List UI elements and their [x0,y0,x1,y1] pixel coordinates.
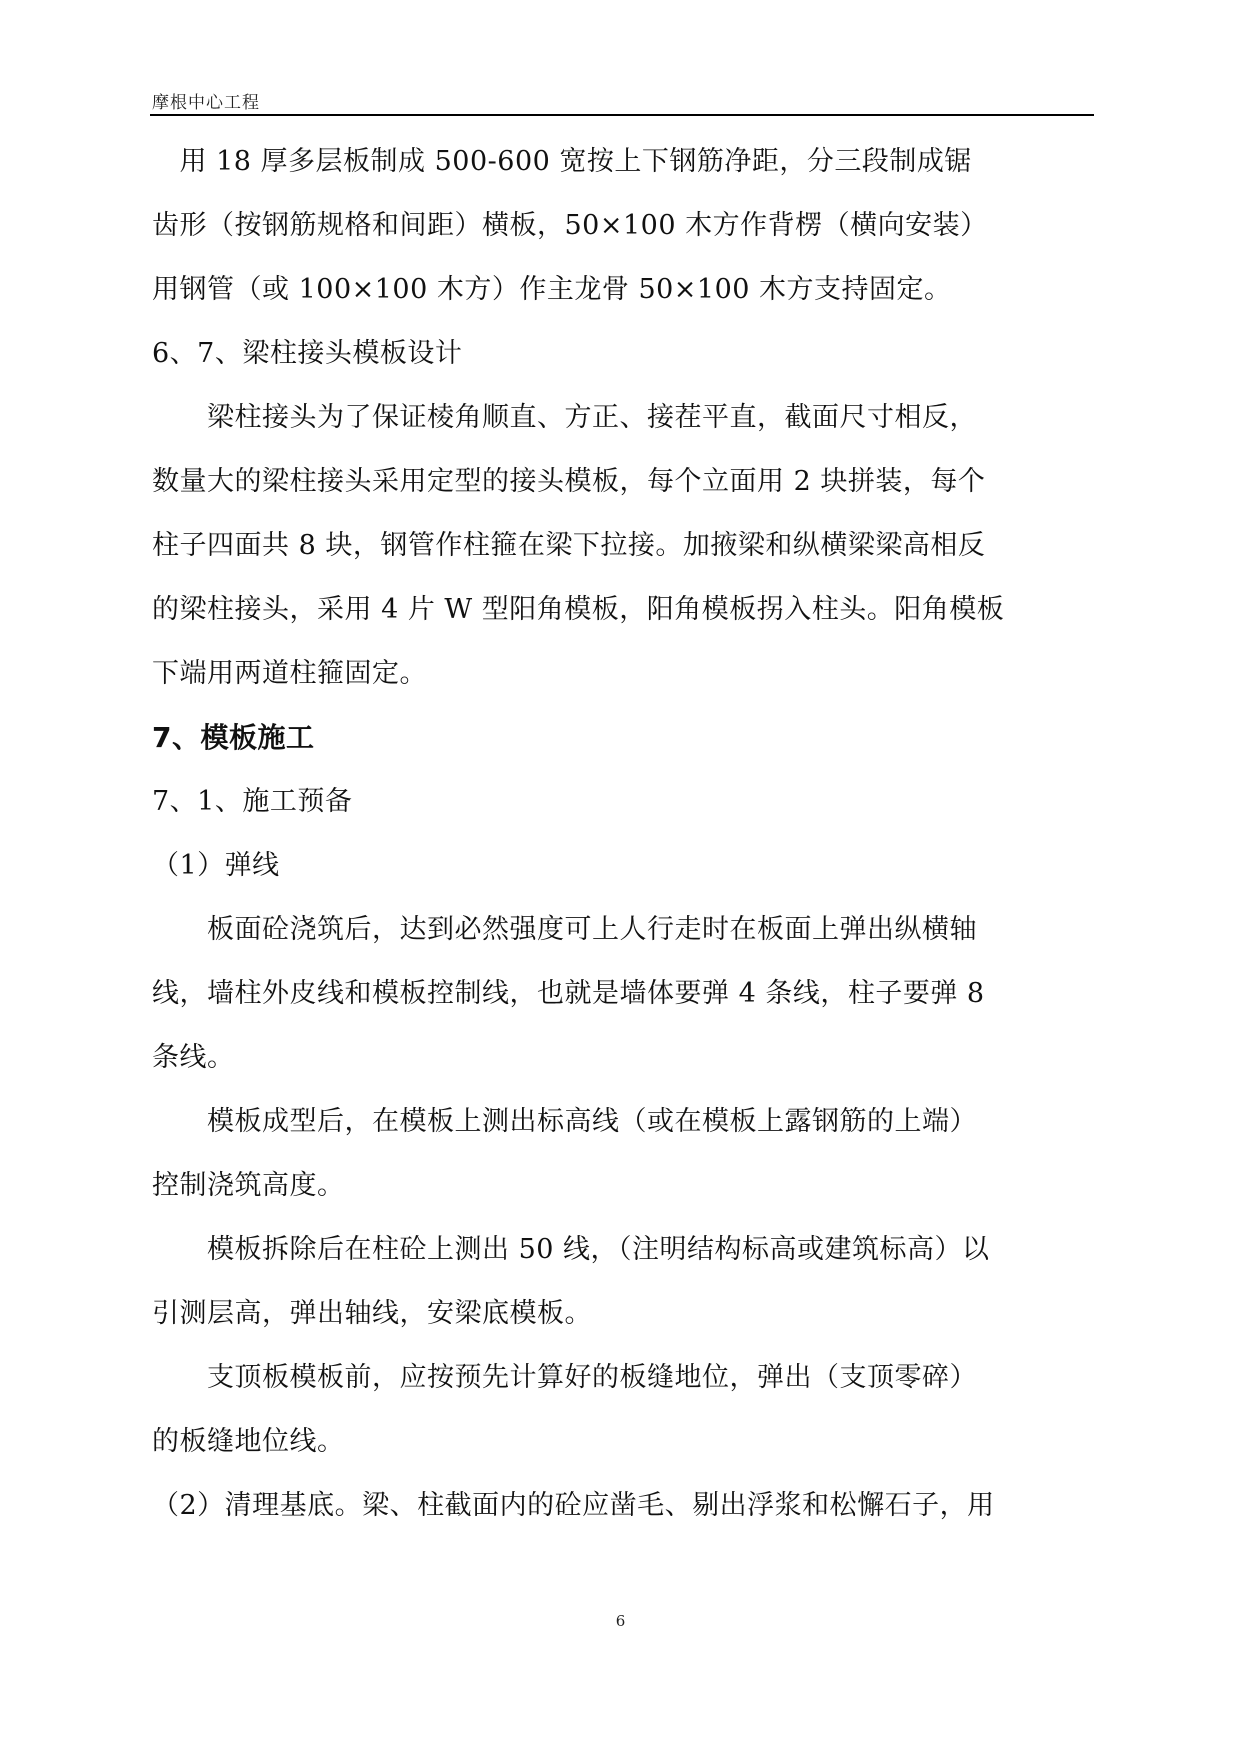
text-line: 梁柱接头为了保证棱角顺直、方正、接茬平直，截面尺寸相反， [152,402,977,433]
text-line: 模板拆除后在柱砼上测出 50 线，（注明结构标高或建筑标高）以 [152,1234,990,1265]
list-item-label: （2）清理基底。梁、柱截面内的砼应凿毛、剔出浮浆和松懈石子，用 [152,1490,995,1521]
page-header [150,86,1094,116]
section-subheading: 7、1、施工预备 [152,786,353,817]
list-item-label: （1）弹线 [152,850,280,881]
page-number: 6 [615,1612,626,1630]
text-line: 支顶板模板前，应按预先计算好的板缝地位，弹出（支顶零碎） [152,1362,977,1393]
text-line: 用 18 厚多层板制成 500-600 宽按上下钢筋净距，分三段制成锯 [152,146,972,177]
text-line: 控制浇筑高度。 [152,1170,345,1201]
text-line: 的板缝地位线。 [152,1426,345,1457]
text-line: 用钢管（或 100×100 木方）作主龙骨 50×100 木方支持固定。 [152,274,952,305]
text-line: 下端用两道柱箍固定。 [152,658,427,689]
text-line: 条线。 [152,1042,235,1073]
text-line: 模板成型后，在模板上测出标高线（或在模板上露钢筋的上端） [152,1106,977,1137]
text-line: 引测层高，弹出轴线，安梁底模板。 [152,1298,592,1329]
text-line: 板面砼浇筑后，达到必然强度可上人行走时在板面上弹出纵横轴 [152,914,977,945]
header-title: 摩根中心工程 [152,93,260,113]
text-line: 线，墙柱外皮线和模板控制线，也就是墙体要弹 4 条线，柱子要弹 8 [152,978,985,1009]
section-heading: 7、模板施工 [152,721,315,754]
text-line: 齿形（按钢筋规格和间距）横板，50×100 木方作背楞（横向安装） [152,210,988,241]
text-line: 柱子四面共 8 块，钢管作柱箍在梁下拉接。加掖梁和纵横梁梁高相反 [152,530,986,561]
text-line: 的梁柱接头，采用 4 片 W 型阳角模板，阳角模板拐入柱头。阳角模板 [152,594,1005,625]
section-subheading: 6、7、梁柱接头模板设计 [152,338,463,369]
text-line: 数量大的梁柱接头采用定型的接头模板，每个立面用 2 块拼装，每个 [152,466,986,497]
